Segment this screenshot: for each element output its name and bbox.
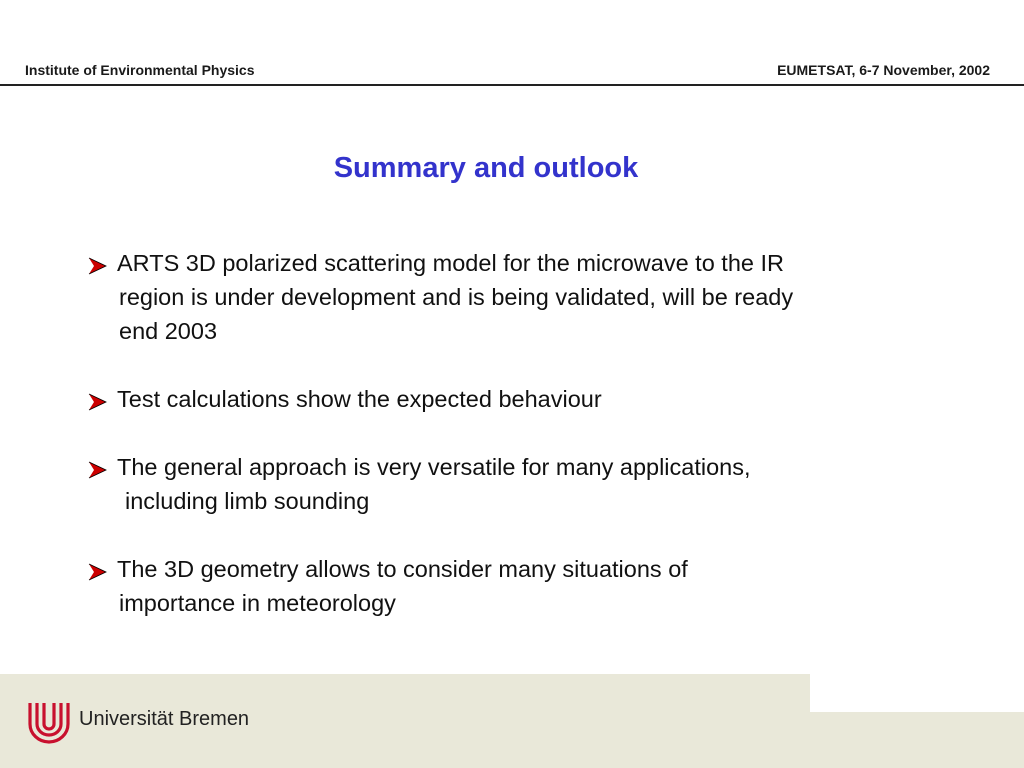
bullet-text: including limb sounding — [125, 488, 370, 514]
bullet-text: ARTS 3D polarized scattering model for the microwave to the IR — [117, 250, 784, 276]
slide-header — [0, 0, 1024, 86]
arrow-bullet-icon — [88, 563, 108, 581]
arrow-bullet-icon — [88, 461, 108, 479]
bullet-text: region is under development and is being validated, will be ready — [119, 284, 794, 310]
bullet-item — [88, 382, 968, 416]
bullet-list — [88, 246, 968, 654]
bullet-text: importance in meteorology — [119, 590, 396, 616]
header-event: EUMETSAT, 6-7 November, 2002 — [777, 62, 990, 78]
footer-band-extension — [810, 712, 1024, 768]
header-institute: Institute of Environmental Physics — [25, 62, 255, 78]
university-bremen-logo-icon — [26, 700, 72, 744]
slide-title: Summary and outlook — [333, 152, 639, 184]
bullet-item — [88, 246, 968, 348]
university-name: Universität Bremen — [79, 708, 250, 730]
bullet-text: The 3D geometry allows to consider many situations of — [117, 556, 688, 582]
bullet-text: end 2003 — [119, 318, 218, 344]
arrow-bullet-icon — [88, 393, 108, 411]
bullet-text: The general approach is very versatile for many applications, — [117, 454, 751, 480]
bullet-item — [88, 552, 968, 620]
arrow-bullet-icon — [88, 257, 108, 275]
header-divider — [0, 84, 1024, 86]
bullet-text: Test calculations show the expected behaviour — [117, 386, 602, 412]
bullet-item — [88, 450, 968, 518]
